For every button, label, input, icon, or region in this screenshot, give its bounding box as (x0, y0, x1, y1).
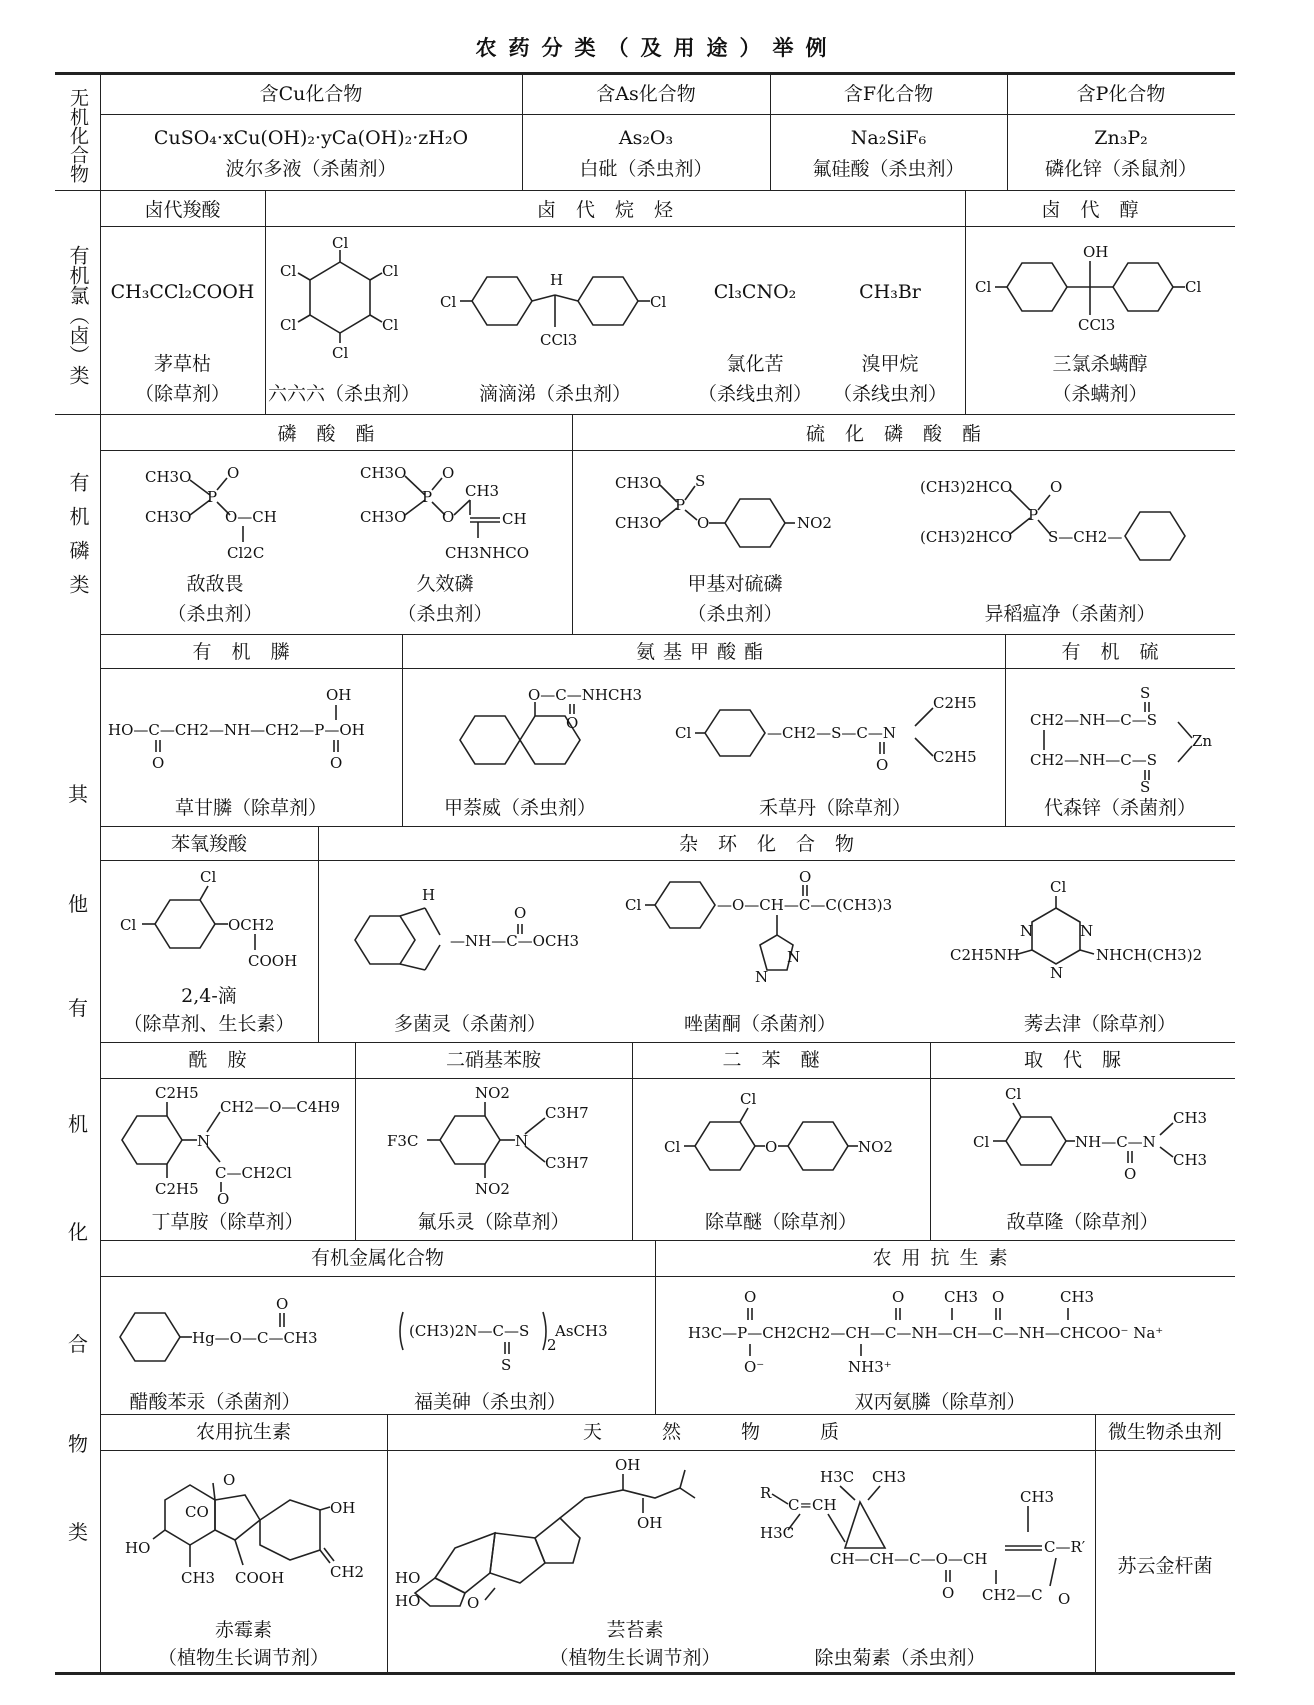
svg-text:Cl: Cl (120, 916, 137, 934)
zineb-structure (1030, 680, 1230, 796)
compound-name: 敌草隆（除草剂） (1006, 1211, 1159, 1233)
svg-text:CH3: CH3 (1173, 1109, 1208, 1127)
svg-text:Cl: Cl (332, 344, 349, 362)
svg-text:OH: OH (637, 1514, 663, 1532)
svg-text:O: O (223, 1471, 236, 1489)
svg-text:Hg—O—C—CH3: Hg—O—C—CH3 (192, 1329, 318, 1347)
svg-text:N: N (755, 968, 769, 986)
svg-text:OH: OH (615, 1456, 641, 1474)
svg-text:NH3⁺: NH3⁺ (848, 1358, 892, 1376)
section-header: 二苯醚 (722, 1049, 840, 1071)
svg-text:HO: HO (395, 1569, 421, 1587)
svg-text:P: P (207, 488, 218, 506)
svg-text:OCH2: OCH2 (228, 916, 275, 934)
svg-text:CH3: CH3 (1173, 1151, 1208, 1169)
svg-text:Cl: Cl (1050, 878, 1067, 896)
svg-text:NO2: NO2 (475, 1180, 510, 1198)
svg-text:O: O (514, 904, 527, 922)
inorganic-name: 波尔多液（杀菌剂） (225, 158, 397, 180)
svg-text:Cl: Cl (200, 868, 217, 886)
compound-use: （除草剂、生长素） (123, 1013, 295, 1035)
compound-name: 氟乐灵（除草剂） (417, 1211, 570, 1233)
inorganic-formula: As₂O₃ (618, 127, 674, 149)
svg-text:CH2—O—C4H9: CH2—O—C4H9 (220, 1098, 341, 1116)
compound-formula: CH₃Br (859, 281, 921, 303)
svg-text:O: O (217, 1190, 230, 1208)
benzene-hexachloride-structure (270, 234, 410, 370)
compound-name: 甲萘威（杀虫剂） (443, 797, 596, 819)
section-header: 有机硫 (1061, 641, 1179, 663)
compound-name: 丁草胺（除草剂） (151, 1211, 304, 1233)
svg-text:C3H7: C3H7 (545, 1104, 589, 1122)
compound-name: 氯化苦 (726, 353, 784, 375)
svg-text:2: 2 (547, 1336, 557, 1354)
svg-text:Cl: Cl (382, 316, 399, 334)
thiobencarb-structure (675, 690, 995, 780)
carbendazim-structure (340, 886, 630, 990)
svg-text:Cl: Cl (975, 278, 992, 296)
compound-name: 福美砷（杀虫剂） (413, 1391, 566, 1413)
section-header: 氨基甲酸酯 (635, 641, 771, 663)
svg-text:O—C—NHCH3: O—C—NHCH3 (528, 686, 643, 704)
svg-text:CH3: CH3 (465, 482, 500, 500)
inorganic-name: 磷化锌（杀鼠剂） (1044, 158, 1197, 180)
svg-text:CH3O: CH3O (360, 464, 407, 482)
compound-name: 三氯杀螨醇 (1052, 353, 1148, 375)
carbaryl-structure (430, 680, 660, 790)
compound-use: （杀虫剂） (167, 603, 263, 625)
section-header: 磷酸酯 (277, 423, 395, 445)
svg-text:CCl3: CCl3 (540, 331, 578, 349)
category-organophosphorus: 有机磷类 (66, 472, 90, 608)
svg-text:NHCH(CH3)2: NHCH(CH3)2 (1096, 946, 1203, 964)
svg-text:H3C: H3C (760, 1524, 795, 1542)
bialaphos-structure (688, 1290, 1228, 1390)
compound-name: 多菌灵（杀菌剂） (393, 1013, 546, 1035)
svg-text:Cl: Cl (740, 1090, 757, 1108)
compound-name: 2,4-滴 (181, 985, 237, 1007)
svg-text:CH3: CH3 (1020, 1488, 1055, 1506)
svg-text:O: O (1050, 478, 1063, 496)
svg-text:CH—CH—C—O—CH: CH—CH—C—O—CH (830, 1550, 988, 1568)
section-header: 酰胺 (188, 1049, 267, 1071)
svg-text:O: O (467, 1594, 480, 1612)
triadimefon-structure (625, 870, 925, 1000)
compound-name: 敌敌畏 (186, 573, 244, 595)
svg-text:Cl: Cl (973, 1133, 990, 1151)
svg-text:NO2: NO2 (858, 1138, 893, 1156)
svg-text:S—CH2—: S—CH2— (1048, 528, 1123, 546)
ddt-structure (440, 255, 680, 355)
svg-text:Cl: Cl (1185, 278, 1202, 296)
svg-text:AsCH3: AsCH3 (555, 1322, 608, 1340)
diuron-structure (955, 1085, 1225, 1195)
svg-text:O⁻: O⁻ (744, 1358, 765, 1376)
svg-text:CH3O: CH3O (145, 468, 192, 486)
inorganic-header: 含P化合物 (1076, 83, 1166, 105)
svg-text:CH2—NH—C—S: CH2—NH—C—S (1030, 711, 1158, 729)
compound-name: 醋酸苯汞（杀菌剂） (129, 1391, 301, 1413)
svg-text:P: P (1028, 506, 1039, 524)
svg-text:CH3NHCO: CH3NHCO (445, 544, 530, 562)
compound-name: 草甘膦（除草剂） (174, 797, 327, 819)
svg-text:Cl: Cl (664, 1138, 681, 1156)
svg-text:Zn: Zn (1192, 732, 1213, 750)
svg-text:S: S (501, 1356, 512, 1374)
inorganic-formula: Zn₃P₂ (1094, 127, 1148, 149)
compound-name: 苏云金杆菌 (1117, 1555, 1213, 1577)
svg-text:O: O (799, 868, 812, 886)
compound-use: （杀线虫剂） (697, 383, 812, 405)
svg-text:N: N (197, 1132, 211, 1150)
svg-text:CH2: CH2 (330, 1563, 365, 1581)
section-header: 卤代烷烃 (536, 199, 693, 221)
section-header: 卤代羧酸 (144, 199, 221, 221)
section-header: 有机金属化合物 (310, 1247, 444, 1269)
inorganic-formula: Na₂SiF₆ (850, 127, 927, 149)
svg-text:C2H5: C2H5 (933, 748, 977, 766)
section-header: 取代脲 (1023, 1049, 1141, 1071)
svg-text:CH3: CH3 (872, 1468, 907, 1486)
svg-text:HO—C—CH2—NH—CH2—P—OH: HO—C—CH2—NH—CH2—P—OH (108, 721, 365, 739)
svg-text:Cl: Cl (382, 262, 399, 280)
inorganic-name: 白砒（杀虫剂） (579, 158, 713, 180)
section-header: 微生物杀虫剂 (1107, 1421, 1222, 1443)
svg-text:F3C: F3C (387, 1132, 419, 1150)
svg-text:O: O (276, 1295, 289, 1313)
svg-text:C—CH2Cl: C—CH2Cl (215, 1164, 292, 1182)
svg-text:CH3: CH3 (944, 1288, 979, 1306)
section-header: 苯氧羧酸 (170, 833, 247, 855)
svg-text:—NH—C—OCH3: —NH—C—OCH3 (450, 932, 580, 950)
compound-name: 异稻瘟净（杀菌剂） (984, 603, 1156, 625)
compound-name: 久效磷 (416, 573, 474, 595)
svg-text:COOH: COOH (235, 1569, 285, 1587)
svg-text:CO: CO (185, 1503, 209, 1521)
compound-formula: Cl₃CNO₂ (713, 281, 797, 303)
brassinolide-structure (395, 1456, 745, 1612)
svg-text:NO2: NO2 (475, 1084, 510, 1102)
section-header: 农用抗生素 (195, 1421, 291, 1443)
inorganic-header: 含As化合物 (596, 83, 696, 105)
svg-text:N: N (1050, 964, 1064, 982)
section-header: 农用抗生素 (872, 1247, 1018, 1269)
svg-text:CH: CH (502, 510, 527, 528)
svg-text:CCl3: CCl3 (1078, 316, 1116, 334)
2-4-d-structure (120, 870, 320, 980)
svg-text:—CH2—S—C—N: —CH2—S—C—N (767, 724, 896, 742)
svg-text:S: S (1140, 684, 1151, 702)
svg-text:—O—CH—C—C(CH3)3: —O—CH—C—C(CH3)3 (717, 896, 893, 914)
iprobenfos-structure (920, 470, 1220, 570)
svg-text:C2H5: C2H5 (155, 1084, 199, 1102)
svg-text:CH3O: CH3O (360, 508, 407, 526)
section-header: 杂环化合物 (678, 833, 874, 855)
svg-text:(CH3)2HCO: (CH3)2HCO (920, 528, 1013, 546)
compound-name: 甲基对硫磷 (687, 573, 783, 595)
compound-use: （杀虫剂） (397, 603, 493, 625)
svg-text:N: N (515, 1132, 529, 1150)
svg-text:C=CH: C=CH (788, 1496, 837, 1514)
svg-text:CH3O: CH3O (145, 508, 192, 526)
svg-text:C3H7: C3H7 (545, 1154, 589, 1172)
nitrofen-structure (660, 1090, 930, 1190)
svg-text:CH3: CH3 (181, 1569, 216, 1587)
compound-name: 代森锌（杀菌剂） (1043, 797, 1196, 819)
svg-text:CH3: CH3 (1060, 1288, 1095, 1306)
urbacide-structure (395, 1300, 635, 1380)
svg-text:O: O (442, 508, 455, 526)
svg-text:O: O (892, 1288, 905, 1306)
compound-name: 赤霉素 (214, 1619, 272, 1641)
svg-text:O: O (227, 464, 240, 482)
compound-name: 除草醚（除草剂） (704, 1211, 857, 1233)
svg-text:OH: OH (326, 686, 352, 704)
compound-use: （杀线虫剂） (832, 383, 947, 405)
svg-text:Cl: Cl (650, 293, 667, 311)
svg-text:(CH3)2HCO: (CH3)2HCO (920, 478, 1013, 496)
category-other-char: 化 (68, 1220, 88, 1244)
svg-text:OH: OH (330, 1499, 356, 1517)
section-header: 卤代醇 (1041, 199, 1159, 221)
svg-text:OH: OH (1083, 243, 1109, 261)
svg-text:Cl: Cl (280, 316, 297, 334)
category-other-char: 有 (68, 996, 88, 1020)
svg-text:O: O (876, 756, 889, 774)
category-other-char: 其 (68, 782, 88, 806)
svg-text:COOH: COOH (248, 952, 298, 970)
atrazine-structure (950, 880, 1230, 990)
category-inorganic: 无机化合物 (67, 87, 89, 183)
svg-text:P: P (422, 488, 433, 506)
svg-text:Cl: Cl (440, 293, 457, 311)
svg-text:Cl: Cl (625, 896, 642, 914)
compound-name: 滴滴涕（杀虫剂） (478, 383, 631, 405)
svg-text:O: O (942, 1584, 955, 1602)
compound-name: 禾草丹（除草剂） (758, 797, 911, 819)
inorganic-header: 含F化合物 (843, 83, 934, 105)
methyl-parathion-structure (615, 470, 875, 560)
svg-text:C—R′: C—R′ (1044, 1538, 1086, 1556)
page-title: 农药分类（及用途）举例 (475, 35, 839, 60)
svg-text:O: O (744, 1288, 757, 1306)
svg-text:O—CH: O—CH (225, 508, 277, 526)
compound-use: （植物生长调节剂） (549, 1647, 721, 1669)
compound-use: （杀虫剂） (687, 603, 783, 625)
svg-text:NO2: NO2 (797, 514, 832, 532)
inorganic-name: 氟硅酸（杀虫剂） (812, 158, 965, 180)
inorganic-header: 含Cu化合物 (259, 83, 363, 105)
compound-use: （杀螨剂） (1052, 383, 1148, 405)
category-other-char: 物 (68, 1432, 88, 1456)
compound-name: 溴甲烷 (861, 353, 919, 375)
svg-text:H: H (422, 886, 436, 904)
compound-name: 六六六（杀虫剂） (268, 383, 421, 405)
svg-text:S: S (1140, 778, 1151, 796)
section-header: 硫化磷酸酯 (805, 423, 1001, 445)
monocrotophos-structure (360, 460, 550, 570)
svg-text:HO: HO (395, 1592, 421, 1610)
svg-text:CH2—NH—C—S: CH2—NH—C—S (1030, 751, 1158, 769)
svg-text:O: O (697, 514, 710, 532)
svg-text:H3C—P—CH2CH2—CH—C—NH—CH—C—NH—C: H3C—P—CH2CH2—CH—C—NH—CH—C—NH—CHCOO⁻ Na⁺ (688, 1324, 1164, 1342)
svg-text:C2H5: C2H5 (155, 1180, 199, 1198)
svg-text:O: O (765, 1138, 778, 1156)
svg-text:H: H (550, 271, 564, 289)
pyrethrin-structure (760, 1470, 1090, 1610)
category-other-char: 机 (68, 1112, 88, 1136)
svg-text:S: S (695, 472, 706, 490)
compound-name: 茅草枯 (153, 353, 211, 375)
compound-use: （植物生长调节剂） (157, 1647, 329, 1669)
svg-text:Cl: Cl (280, 262, 297, 280)
svg-text:O: O (330, 754, 343, 772)
phenylmercuric-acetate-structure (110, 1295, 370, 1375)
svg-text:H3C: H3C (820, 1468, 855, 1486)
svg-text:O: O (152, 754, 165, 772)
gibberellin-structure (125, 1471, 385, 1605)
svg-text:O: O (992, 1288, 1005, 1306)
svg-text:CH3O: CH3O (615, 474, 662, 492)
category-other-char: 他 (68, 892, 88, 916)
svg-text:C2H5NH: C2H5NH (950, 946, 1020, 964)
compound-use: （除草剂） (134, 383, 230, 405)
svg-text:Cl: Cl (675, 724, 692, 742)
compound-name: 双丙氨膦（除草剂） (854, 1391, 1026, 1413)
compound-formula: CH₃CCl₂COOH (110, 281, 255, 303)
svg-text:O: O (1124, 1165, 1137, 1183)
dicofol-structure (975, 245, 1225, 335)
glyphosate-structure (108, 686, 398, 780)
svg-text:CH2—C: CH2—C (982, 1586, 1043, 1604)
category-other-char: 合 (68, 1332, 88, 1356)
trifluralin-structure (375, 1082, 625, 1202)
svg-text:HO: HO (125, 1539, 151, 1557)
svg-text:CH3O: CH3O (615, 514, 662, 532)
compound-name: 唑菌酮（杀菌剂） (683, 1013, 836, 1035)
section-header: 天然物质 (582, 1421, 899, 1443)
inorganic-formula: CuSO₄·xCu(OH)₂·yCa(OH)₂·zH₂O (153, 127, 469, 149)
svg-text:N: N (1020, 922, 1034, 940)
svg-text:N: N (787, 948, 801, 966)
butachlor-structure (115, 1082, 355, 1208)
svg-text:N: N (1080, 922, 1094, 940)
svg-text:(CH3)2N—C—S: (CH3)2N—C—S (409, 1322, 530, 1340)
svg-text:Cl2C: Cl2C (227, 544, 265, 562)
svg-text:Cl: Cl (332, 234, 349, 252)
svg-text:R: R (760, 1484, 772, 1502)
category-other-char: 类 (68, 1520, 88, 1544)
section-header: 有机膦 (192, 641, 310, 663)
svg-text:NH—C—N: NH—C—N (1075, 1133, 1156, 1151)
svg-text:C2H5: C2H5 (933, 694, 977, 712)
svg-text:O: O (442, 464, 455, 482)
compound-name: 芸苔素 (606, 1619, 664, 1641)
dichlorvos-structure (145, 460, 305, 570)
category-organochlorine: 有机氯（卤）类 (66, 245, 90, 385)
svg-text:P: P (675, 496, 686, 514)
svg-text:O: O (566, 714, 579, 732)
compound-name: 除虫菊素（杀虫剂） (814, 1647, 986, 1669)
section-header: 二硝基苯胺 (445, 1049, 541, 1071)
svg-text:O: O (1058, 1590, 1071, 1608)
compound-name: 莠去津（除草剂） (1023, 1013, 1176, 1035)
svg-text:Cl: Cl (1005, 1085, 1022, 1103)
